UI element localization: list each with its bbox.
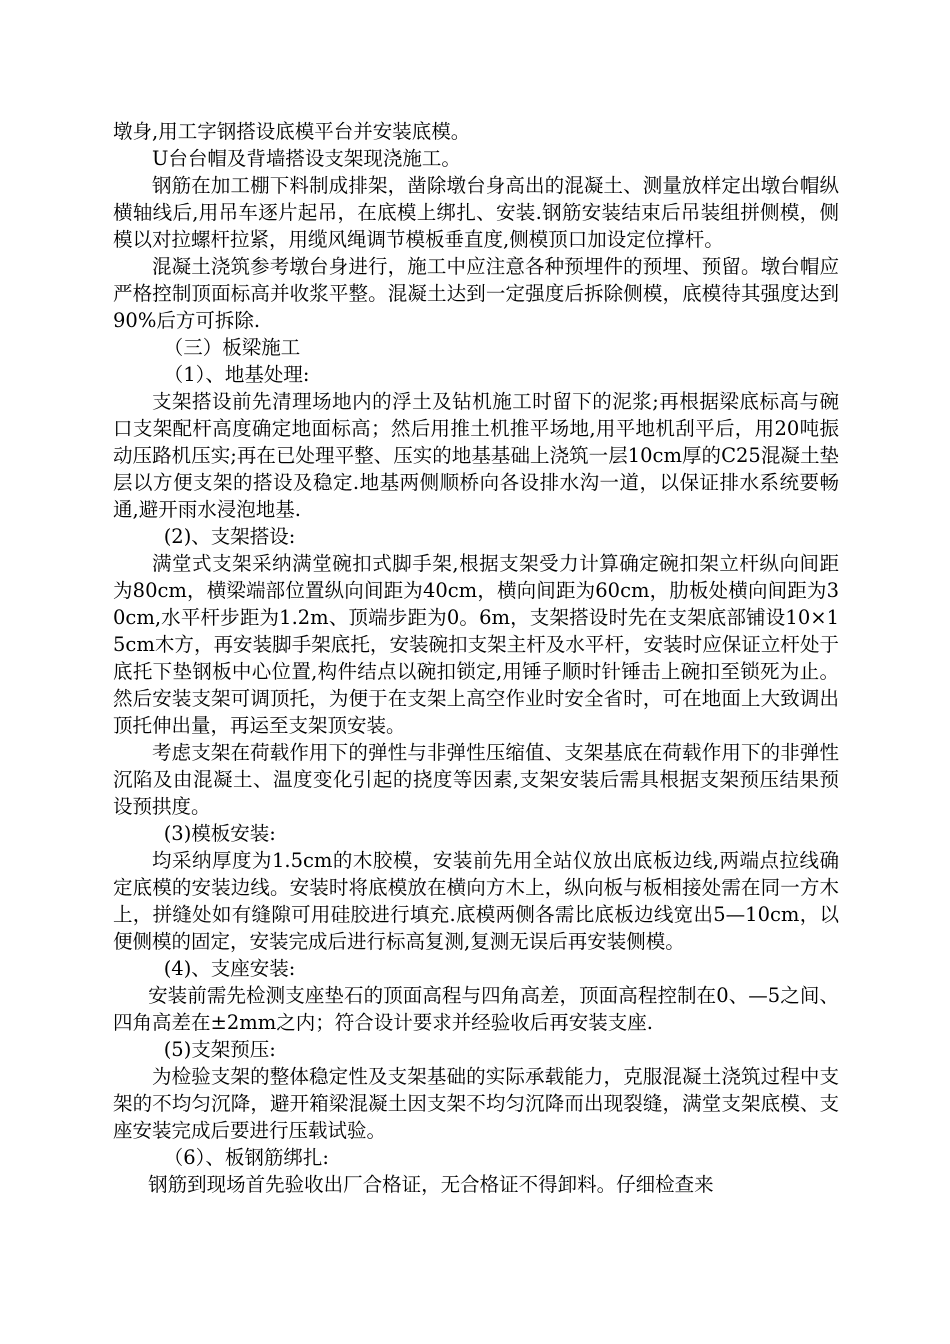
subheading-preload: (5)支架预压:	[163, 1038, 276, 1061]
paragraph-6: 满堂式支架采纳满堂碗扣式脚手架,根据支架受力计算确定碗扣架立杆纵向间距为80cm，横梁端部位置纵向间距为40cm，横向间距为60cm，肋板处横向间距为30cm,水平杆步距为1.2m、顶端步距为0。6m，支架搭设时先在支架底部铺设10×15cm木方，再安装脚手架底托，安装碗扣支架主杆及水平杆，安装时应保证立杆处于底托下垫钢板中心位置,构件结点以碗扣锁定,用锤子顺时针锤击上碗扣至锁死为止。然后安装支架可调顶托，为便于在支架上高空作业时安全省时，可在地面上大致调出顶托伸出量，再运至支架顶安装。	[113, 552, 839, 737]
paragraph-4: 混凝土浇筑参考墩台身进行，施工中应注意各种预埋件的预埋、预留。墩台帽应严格控制顶面标高并收浆平整。混凝土达到一定强度后拆除侧模，底模待其强度达到90%后方可拆除.	[113, 255, 839, 332]
section-heading-slab-beam: （三）板梁施工	[163, 336, 301, 359]
document-body	[113, 118, 839, 1198]
paragraph-1: 墩身,用工字钢搭设底模平台并安装底模。	[113, 120, 471, 143]
paragraph-7: 考虑支架在荷载作用下的弹性与非弹性压缩值、支架基底在荷载作用下的非弹性沉陷及由混凝土、温度变化引起的挠度等因素,支架安装后需具根据支架预压结果预设预拱度。	[113, 741, 839, 818]
paragraph-9: 安装前需先检测支座垫石的顶面高程与四角高差，顶面高程控制在0、—5之间、四角高差在±2mm之内；符合设计要求并经验收后再安装支座.	[113, 984, 839, 1034]
paragraph-5: 支架搭设前先清理场地内的浮土及钻机施工时留下的泥浆;再根据梁底标高与碗口支架配杆高度确定地面标高；然后用推土机推平场地,用平地机刮平后，用20吨振动压路机压实;再在已处理平整、压实的地基基础上浇筑一层10cm厚的C25混凝土垫层以方便支架的搭设及稳定.地基两侧顺桥向各设排水沟一道，以保证排水系统要畅通,避开雨水浸泡地基.	[113, 390, 839, 521]
subheading-formwork: (3)模板安装:	[163, 822, 276, 845]
paragraph-2: U台台帽及背墙搭设支架现浇施工。	[152, 147, 461, 170]
subheading-scaffold: (2)、支架搭设:	[163, 525, 296, 548]
subheading-rebar: （6）、板钢筋绑扎:	[163, 1146, 329, 1169]
paragraph-3: 钢筋在加工棚下料制成排架，凿除墩台身高出的混凝土、测量放样定出墩台帽纵横轴线后,用吊车逐片起吊，在底模上绑扎、安装.钢筋安装结束后吊装组拼侧模，侧模以对拉螺杆拉紧，用缆风绳调节模板垂直度,侧模顶口加设定位撑杆。	[113, 174, 839, 251]
subheading-bearing: (4)、支座安装:	[163, 957, 296, 980]
subheading-foundation: （1）、地基处理:	[163, 363, 310, 386]
paragraph-11: 钢筋到现场首先验收出厂合格证，无合格证不得卸料。仔细检查来	[148, 1173, 714, 1196]
paragraph-8: 均采纳厚度为1.5cm的木胶模，安装前先用全站仪放出底板边线,两端点拉线确定底模的安装边线。安装时将底模放在横向方木上，纵向板与板相接处需在同一方木上，拼缝处如有缝隙可用硅胶进行填充.底模两侧各需比底板边线宽出5—10cm，以便侧模的固定，安装完成后进行标高复测,复测无误后再安装侧模。	[113, 849, 839, 953]
paragraph-10: 为检验支架的整体稳定性及支架基础的实际承载能力，克服混凝土浇筑过程中支架的不均匀沉降，避开箱梁混凝土因支架不均匀沉降而出现裂缝，满堂支架底模、支座安装完成后要进行压载试验。	[113, 1065, 839, 1142]
